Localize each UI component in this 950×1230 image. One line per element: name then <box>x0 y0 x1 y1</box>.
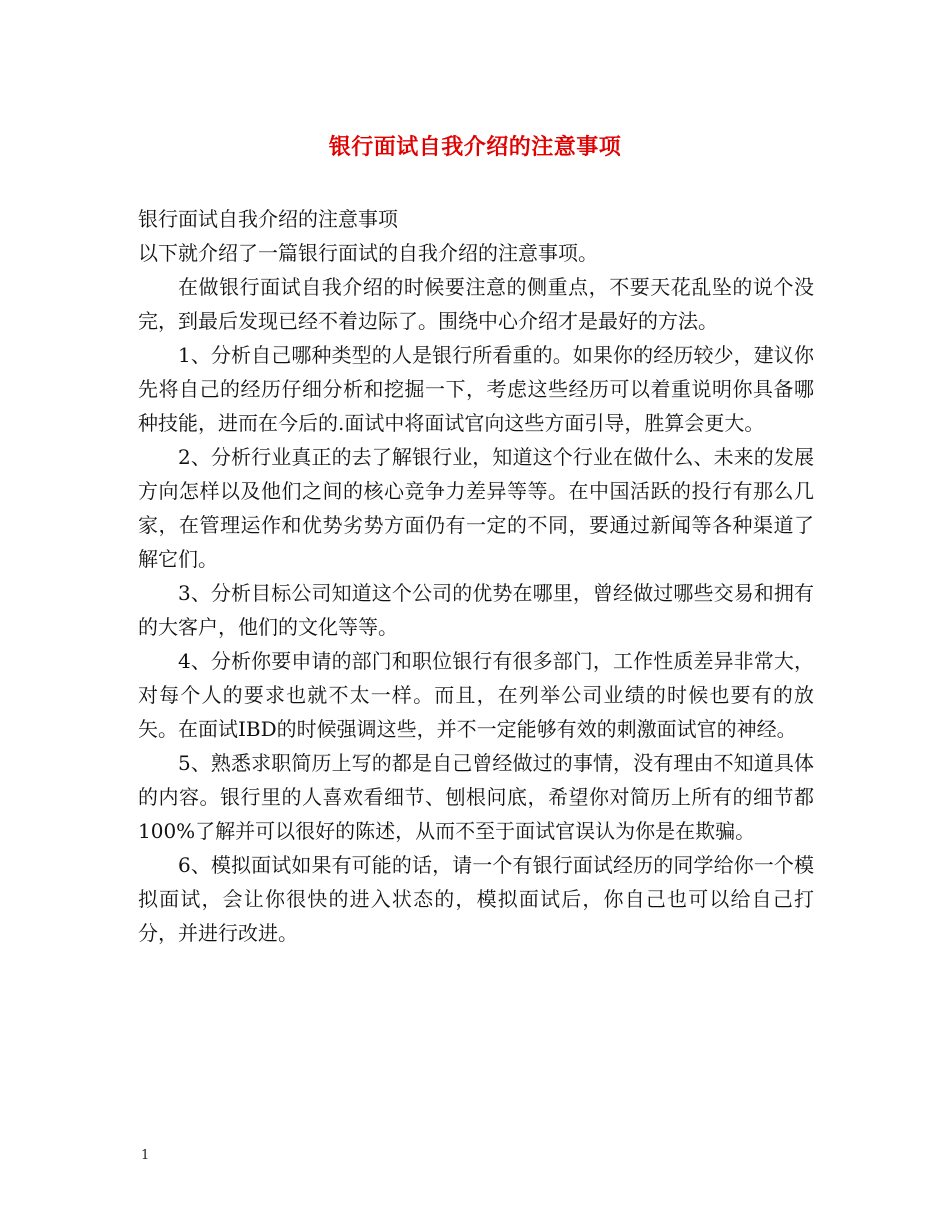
page-number: 1 <box>141 1148 150 1163</box>
document-title: 银行面试自我介绍的注意事项 <box>328 134 622 160</box>
body-paragraph: 2、分析行业真正的去了解银行业，知道这个行业在做什么、未来的发展方向怎样以及他们之间的核心竞争力差异等等。在中国活跃的投行有那么几家，在管理运作和优势劣势方面仍有一定的不同，要通过新闻等各种渠道了解它们。 <box>138 445 814 571</box>
body-paragraph: 4、分析你要申请的部门和职位银行有很多部门，工作性质差异非常大，对每个人的要求也就不太一样。而且，在列举公司业绩的时候也要有的放矢。在面试IBD的时候强调这些，并不一定能够有效的刺激面试官的神经。 <box>138 649 814 741</box>
body-paragraph: 5、熟悉求职简历上写的都是自己曾经做过的事情，没有理由不知道具体的内容。银行里的人喜欢看细节、刨根问底，希望你对简历上所有的细节都100%了解并可以很好的陈述，从而不至于面试官误认为你是在欺骗。 <box>138 751 814 843</box>
body-paragraph: 1、分析自己哪种类型的人是银行所看重的。如果你的经历较少，建议你先将自己的经历仔细分析和挖掘一下，考虑这些经历可以着重说明你具备哪种技能，进而在今后的.面试中将面试官向这些方面引导，胜算会更大。 <box>138 343 814 435</box>
intro-line: 银行面试自我介绍的注意事项 <box>138 207 398 231</box>
body-paragraph: 3、分析目标公司知道这个公司的优势在哪里，曾经做过哪些交易和拥有的大客户，他们的文化等等。 <box>138 581 814 639</box>
intro-line: 以下就介绍了一篇银行面试的自我介绍的注意事项。 <box>138 241 598 265</box>
document-body <box>138 202 814 950</box>
body-paragraph: 6、模拟面试如果有可能的话，请一个有银行面试经历的同学给你一个模拟面试，会让你很快的进入状态的，模拟面试后，你自己也可以给自己打分，并进行改进。 <box>138 853 814 945</box>
body-paragraph: 在做银行面试自我介绍的时候要注意的侧重点，不要天花乱坠的说个没完，到最后发现已经不着边际了。围绕中心介绍才是最好的方法。 <box>138 275 814 333</box>
